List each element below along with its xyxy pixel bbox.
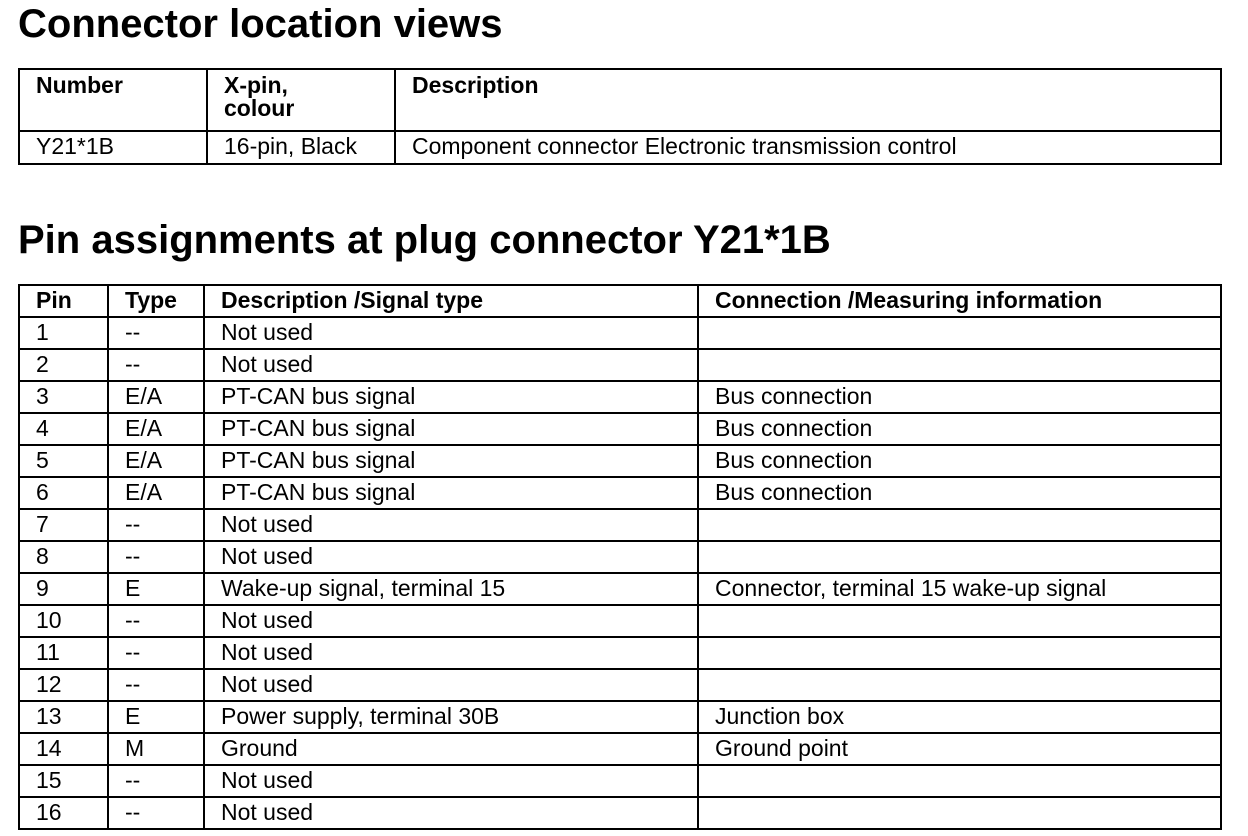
table-row — [19, 573, 1221, 605]
cell-type: -- — [108, 797, 204, 829]
cell-connection — [698, 541, 1221, 573]
cell-type: E/A — [108, 477, 204, 509]
cell-pin: 8 — [19, 541, 108, 573]
cell-connection — [698, 669, 1221, 701]
table-row — [19, 765, 1221, 797]
table-row — [19, 445, 1221, 477]
table-row — [19, 733, 1221, 765]
cell-connection — [698, 765, 1221, 797]
table-row — [19, 413, 1221, 445]
cell-type: -- — [108, 349, 204, 381]
header-xpin-line2: colour — [224, 95, 295, 121]
cell-pin: 13 — [19, 701, 108, 733]
cell-description: PT-CAN bus signal — [204, 381, 698, 413]
cell-type: E/A — [108, 381, 204, 413]
table-row — [19, 509, 1221, 541]
cell-description: Not used — [204, 349, 698, 381]
column-header-description: Description /Signal type — [204, 285, 698, 317]
cell-connection: Ground point — [698, 733, 1221, 765]
cell-pin: 16 — [19, 797, 108, 829]
table-row — [19, 701, 1221, 733]
cell-connection — [698, 605, 1221, 637]
cell-type: E — [108, 701, 204, 733]
table-row — [19, 669, 1221, 701]
table-row — [19, 541, 1221, 573]
cell-type: -- — [108, 637, 204, 669]
cell-connection — [698, 797, 1221, 829]
cell-description: Not used — [204, 317, 698, 349]
column-header-pin: Pin — [19, 285, 108, 317]
cell-connection — [698, 637, 1221, 669]
cell-pin: 2 — [19, 349, 108, 381]
cell-description: Not used — [204, 765, 698, 797]
cell-description: Not used — [204, 541, 698, 573]
cell-pin: 3 — [19, 381, 108, 413]
cell-pin: 4 — [19, 413, 108, 445]
table-row — [19, 605, 1221, 637]
cell-pin: 15 — [19, 765, 108, 797]
cell-type: -- — [108, 669, 204, 701]
table-row — [19, 637, 1221, 669]
cell-description: Not used — [204, 637, 698, 669]
cell-type: E — [108, 573, 204, 605]
cell-type: -- — [108, 605, 204, 637]
column-header-connection: Connection /Measuring information — [698, 285, 1221, 317]
table-header-row — [19, 69, 1221, 131]
cell-description: Wake-up signal, terminal 15 — [204, 573, 698, 605]
table-row — [19, 349, 1221, 381]
cell-xpin: 16-pin, Black — [207, 131, 395, 164]
cell-pin: 12 — [19, 669, 108, 701]
cell-pin: 6 — [19, 477, 108, 509]
cell-pin: 7 — [19, 509, 108, 541]
column-header-xpin-colour — [207, 69, 395, 131]
table-row — [19, 381, 1221, 413]
cell-connection: Bus connection — [698, 445, 1221, 477]
cell-description: PT-CAN bus signal — [204, 413, 698, 445]
cell-description: Not used — [204, 509, 698, 541]
cell-description: Not used — [204, 605, 698, 637]
cell-connection: Bus connection — [698, 477, 1221, 509]
cell-pin: 5 — [19, 445, 108, 477]
pin-assignments-title: Pin assignments at plug connector Y21*1B — [18, 218, 831, 262]
table-row — [19, 131, 1221, 164]
cell-pin: 1 — [19, 317, 108, 349]
cell-number: Y21*1B — [19, 131, 207, 164]
column-header-type: Type — [108, 285, 204, 317]
cell-type: E/A — [108, 413, 204, 445]
pin-assignments-table — [18, 284, 1222, 830]
column-header-number: Number — [19, 69, 207, 131]
table-row — [19, 317, 1221, 349]
cell-pin: 9 — [19, 573, 108, 605]
cell-description: Not used — [204, 669, 698, 701]
cell-connection — [698, 317, 1221, 349]
cell-description: Component connector Electronic transmission control — [395, 131, 1221, 164]
header-xpin-line1: X-pin, — [224, 72, 288, 98]
cell-pin: 11 — [19, 637, 108, 669]
cell-description: Not used — [204, 797, 698, 829]
cell-type: -- — [108, 541, 204, 573]
column-header-description: Description — [395, 69, 1221, 131]
connector-views-table — [18, 68, 1222, 165]
pin-table-body — [19, 317, 1221, 829]
cell-type: M — [108, 733, 204, 765]
cell-connection: Bus connection — [698, 413, 1221, 445]
cell-connection: Bus connection — [698, 381, 1221, 413]
table-row — [19, 477, 1221, 509]
connector-views-title: Connector location views — [18, 2, 503, 46]
cell-type: E/A — [108, 445, 204, 477]
cell-pin: 10 — [19, 605, 108, 637]
table-header-row — [19, 285, 1221, 317]
cell-description: Power supply, terminal 30B — [204, 701, 698, 733]
cell-connection: Connector, terminal 15 wake-up signal — [698, 573, 1221, 605]
cell-connection — [698, 509, 1221, 541]
cell-description: PT-CAN bus signal — [204, 445, 698, 477]
cell-type: -- — [108, 765, 204, 797]
cell-description: Ground — [204, 733, 698, 765]
cell-connection: Junction box — [698, 701, 1221, 733]
cell-pin: 14 — [19, 733, 108, 765]
cell-connection — [698, 349, 1221, 381]
cell-type: -- — [108, 317, 204, 349]
table-row — [19, 797, 1221, 829]
cell-type: -- — [108, 509, 204, 541]
cell-description: PT-CAN bus signal — [204, 477, 698, 509]
